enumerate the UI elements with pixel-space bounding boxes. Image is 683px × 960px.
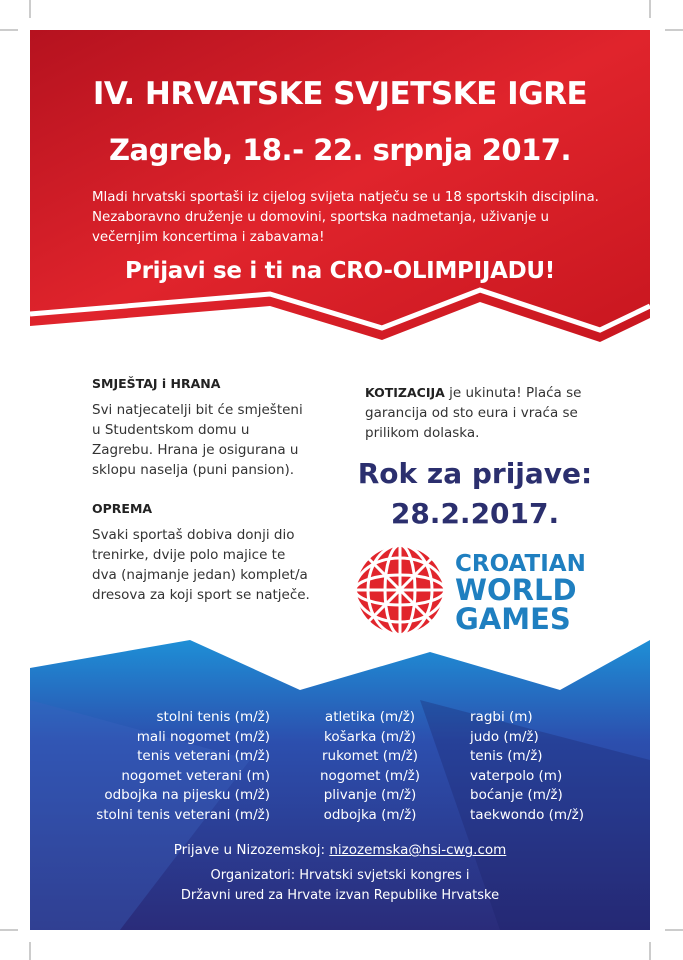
sport-item: boćanje (m/ž) [470, 787, 563, 804]
sport-item: taekwondo (m/ž) [470, 806, 584, 823]
fee-text [365, 383, 635, 443]
text-line: Zagrebu. Hrana je osigurana u [92, 442, 299, 458]
sport-item: tenis (m/ž) [470, 748, 543, 765]
organizers-line: Državni ured za Hrvate izvan Republike Hrvatske [180, 888, 500, 903]
contact-line [30, 842, 650, 858]
organizers-line: Organizatori: Hrvatski svjetski kongres i [210, 868, 470, 883]
sports-column-1 [96, 708, 270, 826]
intro-line: večernjim koncertima i zabavama! [92, 230, 325, 245]
sport-item: nogomet (m/ž) [319, 767, 420, 784]
text-line: Svaki sportaš dobiva donji dio [92, 527, 295, 543]
sport-item: atletika (m/ž) [324, 709, 416, 725]
logo-line: GAMES [455, 602, 571, 636]
sport-item: mali nogomet (m/ž) [136, 728, 270, 745]
sport-item: nogomet veterani (m) [121, 767, 270, 784]
sport-item: judo (m/ž) [470, 728, 539, 745]
fee-keyword: KOTIZACIJA [365, 385, 445, 400]
deadline [345, 454, 605, 534]
sport-item: rukomet (m/ž) [321, 748, 419, 765]
sports-column-2 [300, 708, 440, 826]
deadline-label: Rok za prijave: [357, 457, 593, 490]
text-line: trenirke, dvije polo majice te [92, 547, 286, 563]
accommodation-heading: SMJEŠTAJ i HRANA [92, 376, 221, 391]
intro-line: Nezaboravno druženje u domovini, sportska nadmetanja, uživanje u [92, 210, 550, 225]
text-line: u Studentskom domu u [92, 422, 250, 438]
text-line: garancija od sto eura i vraća se [365, 405, 578, 421]
equipment-text [92, 525, 342, 605]
event-date-location: Zagreb, 18.- 22. srpnja 2017. [109, 133, 571, 167]
contact-email-link[interactable]: nizozemska@hsi-cwg.com [329, 842, 507, 858]
contact-label: Prijave u Nizozemskoj: [173, 842, 330, 858]
logo-wordmark [455, 552, 586, 634]
text-line: sklopu naselja (puni pansion). [92, 462, 295, 478]
sport-item: tenis veterani (m/ž) [137, 748, 270, 765]
intro-line: Mladi hrvatski sportaši iz cijelog svijeta natječu se u 18 sportskih disciplina. [92, 190, 599, 205]
sport-item: vaterpolo (m) [470, 767, 563, 784]
text-line: je ukinuta! Plaća se [444, 385, 582, 401]
logo-line: WORLD [455, 573, 577, 607]
sports-column-3 [470, 708, 584, 826]
intro-text [92, 188, 632, 248]
deadline-date: 28.2.2017. [390, 497, 560, 530]
sport-item: košarka (m/ž) [324, 728, 416, 745]
sport-item: plivanje (m/ž) [323, 787, 417, 804]
sport-item: stolni tenis (m/ž) [156, 709, 270, 725]
sport-item: odbojka na pijesku (m/ž) [104, 787, 270, 804]
equipment-heading: OPREMA [92, 501, 153, 516]
text-line: Svi natjecatelji bit će smješteni [92, 402, 303, 418]
text-line: dva (najmanje jedan) komplet/a [92, 567, 308, 583]
sport-item: stolni tenis veterani (m/ž) [96, 806, 270, 823]
globe-logo-icon [355, 545, 445, 635]
organizers [30, 866, 650, 906]
text-line: prilikom dolaska. [365, 425, 480, 441]
sport-item: odbojka (m/ž) [323, 806, 417, 823]
sport-item: ragbi (m) [470, 709, 533, 725]
poster-title: IV. HRVATSKE SVJETSKE IGRE [92, 76, 588, 112]
accommodation-text [92, 400, 342, 480]
text-line: dresova za koji sport se natječe. [92, 587, 310, 603]
logo-line: CROATIAN [455, 551, 586, 577]
call-to-action: Prijavi se i ti na CRO-OLIMPIJADU! [125, 258, 555, 284]
